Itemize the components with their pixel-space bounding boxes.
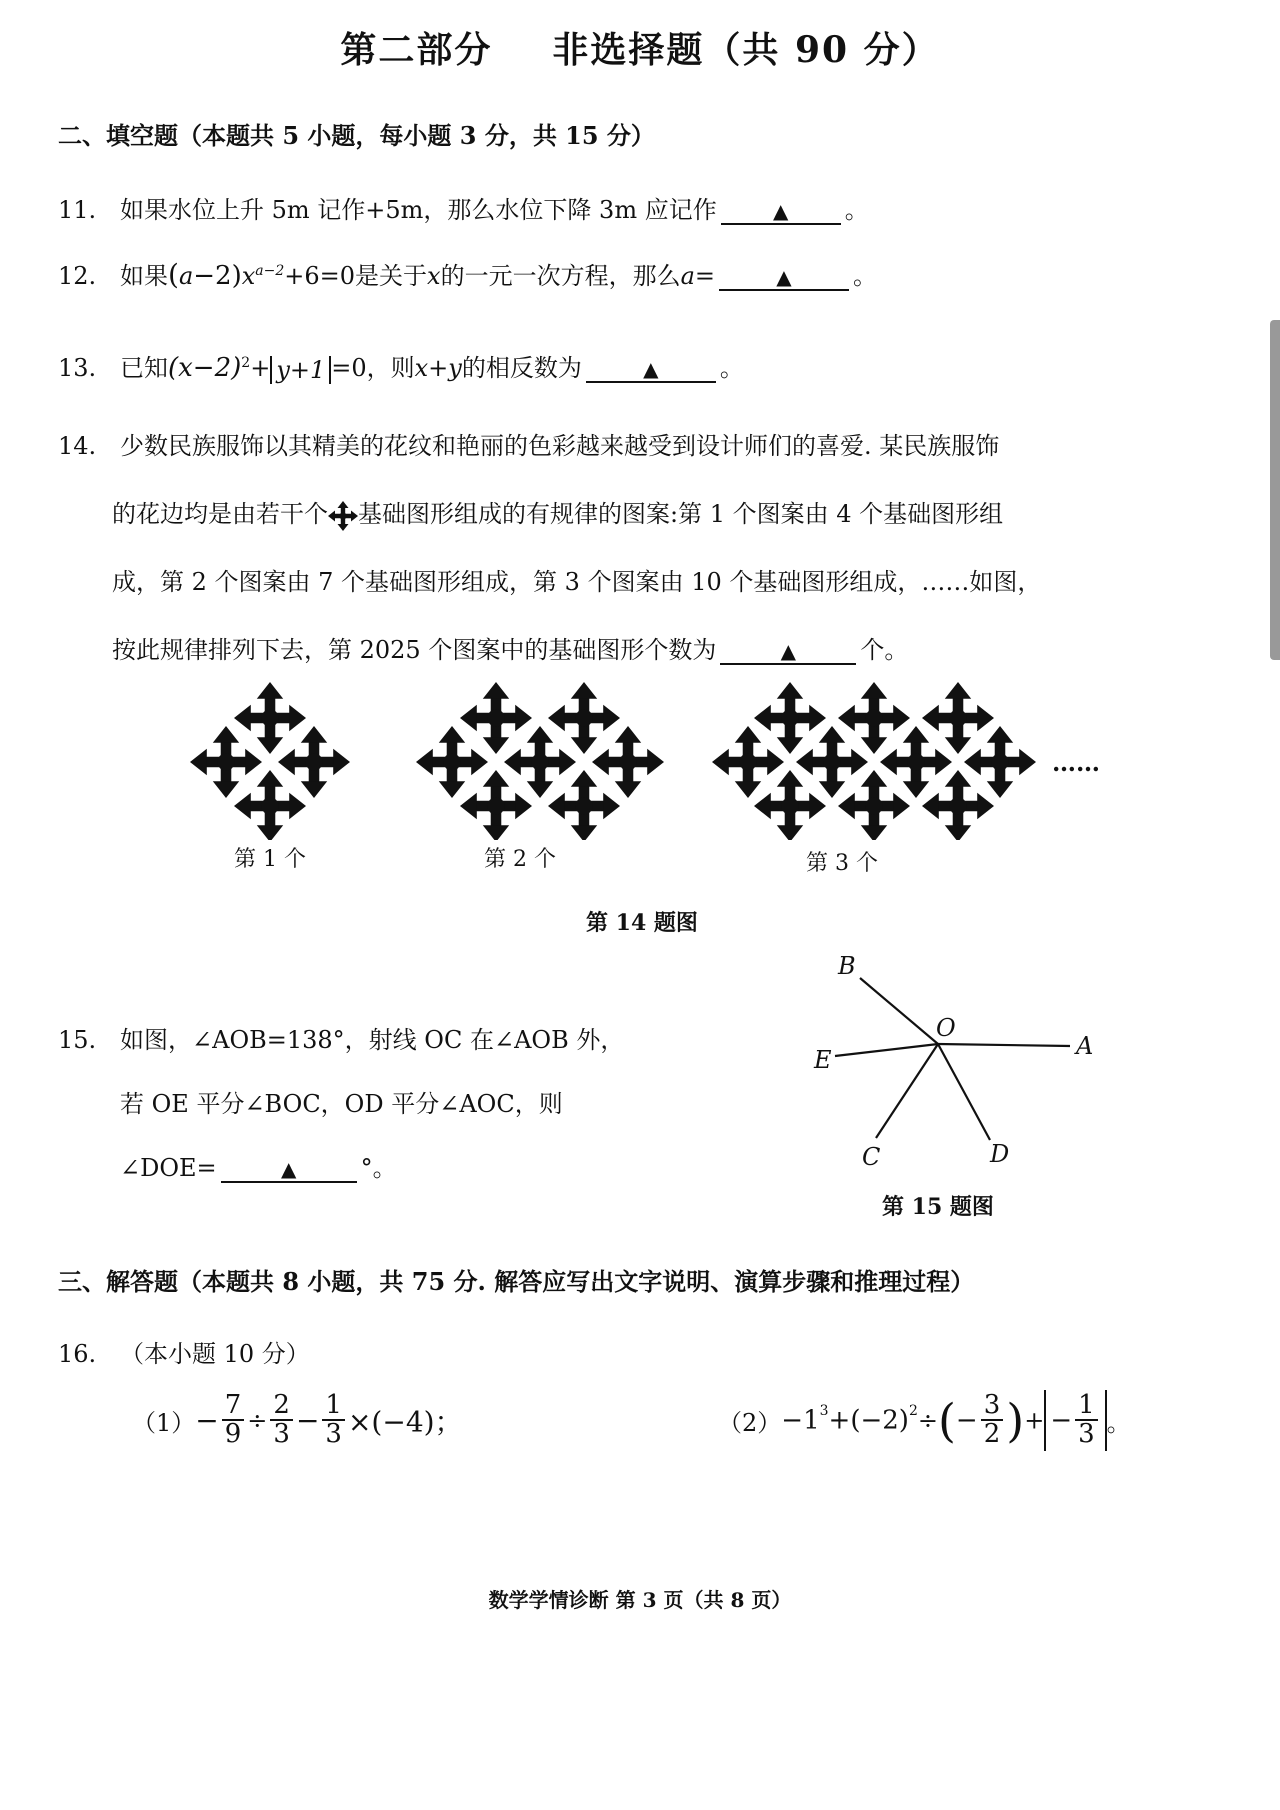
question-14-line-3: 成，第 2 个图案由 7 个基础图形组成，第 3 个图案由 10 个基础图形组成，……如图， [112,568,1042,596]
question-number: 13. [58,354,97,382]
question-15-line-2: 若 OE 平分∠BOC，OD 平分∠AOC，则 [120,1090,563,1118]
question-16: 16. （本小题 10 分） [58,1340,310,1368]
question-11: 11. 如果水位上升 5m 记作+5m，那么水位下降 3m 应记作 ▲ 。 [58,196,869,224]
pattern-1-label: 第 1 个 [234,847,306,872]
triangle-icon: ▲ [643,357,659,381]
q16-part-1: （1）− $\frac{7}{9}$ ÷ $\frac{2}{3}$ − $\frac{1}{3}$ ×(−4)； [132,1390,463,1450]
question-13: 13. 已知$(x-2)^2+ y+1 =0$，则x+y的相反数为 ▲ 。 [58,353,744,384]
question-number: 14. [58,432,97,460]
label-a: A [1076,1032,1094,1060]
answer-blank[interactable] [719,264,849,291]
question-number: 16. [58,1340,97,1368]
answer-blank[interactable] [721,198,841,225]
section-2-heading: 二、填空题（本题共 5 小题，每小题 3 分，共 15 分） [58,121,655,150]
label-b: B [838,952,856,980]
answer-blank[interactable] [586,356,716,383]
page-footer: 数学学情诊断 第 3 页（共 8 页） [488,1588,792,1612]
page-title [0,22,1280,73]
fraction: $\frac{3}{2}$ [981,1392,1004,1449]
fraction: $\frac{1}{3}$ [322,1392,345,1449]
q16-part-2: $(2)-1^3+(-2)^2\div(-$ $\frac{3}{2}$ )+ − $\frac{1}{3}$ 。 [718,1390,1131,1450]
pattern-2-label: 第 2 个 [484,847,556,872]
question-number: 15. [58,1026,97,1054]
absolute-value: − $\frac{1}{3}$ [1044,1390,1106,1451]
scan-edge-mark [1270,320,1280,660]
part-label: 第二部分 [340,29,493,71]
question-text: 如果水位上升 5m 记作+5m，那么水位下降 3m 应记作 [120,196,717,224]
fraction: $\frac{7}{9}$ [222,1392,245,1449]
triangle-icon: ▲ [776,265,792,289]
ray-oc [876,1044,938,1138]
question-15-line-3: ∠DOE= ▲ °。 [120,1154,397,1182]
ray-oe [835,1044,938,1056]
question-14-line-1: 14. 少数民族服饰以其精美的花纹和艳丽的色彩越来越受到设计师们的喜爱. 某民族服饰 [58,432,1000,460]
answer-blank[interactable] [720,638,856,665]
pattern-1 [190,682,350,840]
question-12: 12. 如果$(a-2)x^{a-2}+6=0$是关于x的一元一次方程，那么a= ▲ 。 [58,258,877,291]
triangle-icon: ▲ [780,639,797,663]
question-number: 12. [58,262,97,290]
q15-angle-figure [800,950,1120,1180]
pattern-3-label: 第 3 个 [806,851,878,876]
pattern-2 [416,682,664,840]
question-14-line-2: 的花边均是由若干个 基础图形组成的有规律的图案:第 1 个图案由 4 个基础图形组 [112,494,1003,531]
pattern-3 [712,682,1036,840]
part-title: 非选择题（共 90 分） [552,29,940,71]
ray-od [938,1044,990,1140]
label-d: D [990,1140,1010,1168]
triangle-icon: ▲ [280,1157,297,1181]
figure-15-caption: 第 15 题图 [882,1194,994,1220]
question-14-line-4: 按此规律排列下去，第 2025 个图案中的基础图形个数为 ▲ 个。 [112,636,909,664]
answer-blank[interactable] [221,1156,357,1183]
q14-pattern-figure [190,680,1130,840]
figure-14-caption: 第 14 题图 [586,910,698,936]
label-c: C [862,1143,881,1171]
triangle-icon: ▲ [773,199,789,223]
question-15-line-1: 15. 如图，∠AOB=138°，射线 OC 在∠AOB 外， [58,1026,625,1054]
pattern-ellipsis: …… [1052,748,1100,777]
cross-motif-icon [328,501,358,531]
label-o: O [936,1014,956,1042]
question-number: 11. [58,196,97,224]
fraction: $\frac{2}{3}$ [270,1392,293,1449]
ray-ob [860,978,938,1044]
label-e: E [814,1046,832,1074]
ray-oa [938,1044,1070,1046]
section-3-heading: 三、解答题（本题共 8 小题，共 75 分. 解答应写出文字说明、演算步骤和推理过程） [58,1267,975,1296]
